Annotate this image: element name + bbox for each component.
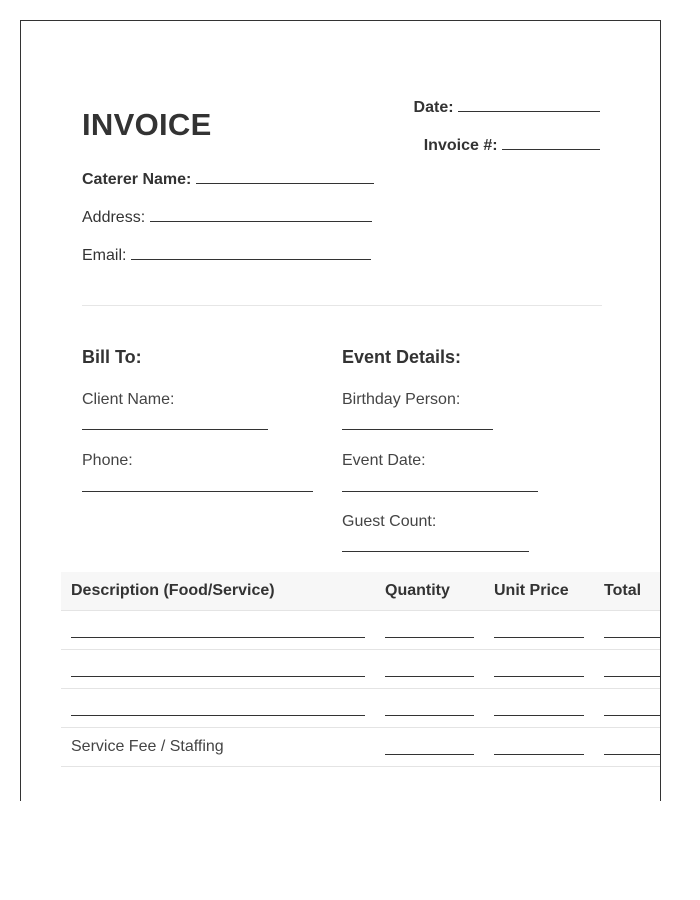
total-blank-line[interactable] <box>604 662 661 677</box>
header-total: Total <box>594 572 661 611</box>
phone-label: Phone: <box>82 452 133 469</box>
invoice-title: INVOICE <box>82 107 212 142</box>
table-row <box>61 728 661 767</box>
header-description: Description (Food/Service) <box>61 572 375 611</box>
header-quantity: Quantity <box>375 572 484 611</box>
sheet-right-border <box>660 572 661 801</box>
date-blank-line[interactable] <box>458 110 600 112</box>
unit-price-blank-line[interactable] <box>494 662 584 677</box>
row-description-cell[interactable] <box>61 650 375 689</box>
bill-to-heading: Bill To: <box>82 347 142 367</box>
table-row <box>61 650 661 689</box>
row-total-cell[interactable] <box>594 689 661 728</box>
section-divider <box>82 305 602 306</box>
table-header-row <box>61 572 661 611</box>
event-date-label: Event Date: <box>342 452 426 469</box>
total-blank-line[interactable] <box>604 701 661 716</box>
guest-count-label: Guest Count: <box>342 513 437 530</box>
unit-price-blank-line[interactable] <box>494 740 584 755</box>
invoice-number-blank-line[interactable] <box>502 148 600 150</box>
row-unit-price-cell[interactable] <box>484 650 594 689</box>
total-blank-line[interactable] <box>604 623 661 638</box>
caterer-name-label: Caterer Name: <box>82 171 192 188</box>
quantity-blank-line[interactable] <box>385 662 474 677</box>
unit-price-blank-line[interactable] <box>494 701 584 716</box>
row-quantity-cell[interactable] <box>375 611 484 650</box>
row-total-cell[interactable] <box>594 611 661 650</box>
row-total-cell[interactable] <box>594 650 661 689</box>
row-description-cell[interactable] <box>61 689 375 728</box>
event-details-heading: Event Details: <box>342 347 462 367</box>
description-blank-line[interactable] <box>71 623 365 638</box>
header-unit-price: Unit Price <box>484 572 594 611</box>
row-quantity-cell[interactable] <box>375 689 484 728</box>
birthday-person-blank-line[interactable] <box>342 415 493 430</box>
unit-price-blank-line[interactable] <box>494 623 584 638</box>
caterer-email-blank-line[interactable] <box>131 258 371 260</box>
table-row <box>61 689 661 728</box>
quantity-blank-line[interactable] <box>385 701 474 716</box>
service-fee-description: Service Fee / Staffing <box>61 728 375 767</box>
caterer-name-field <box>82 171 374 189</box>
quantity-blank-line[interactable] <box>385 623 474 638</box>
date-label: Date: <box>413 99 454 116</box>
caterer-address-label: Address: <box>82 209 146 226</box>
row-description-cell[interactable] <box>61 611 375 650</box>
table-row <box>61 611 661 650</box>
description-blank-line[interactable] <box>71 662 365 677</box>
caterer-name-blank-line[interactable] <box>196 182 374 184</box>
row-unit-price-cell[interactable] <box>484 728 594 767</box>
caterer-address-blank-line[interactable] <box>150 220 372 222</box>
date-field <box>414 99 600 117</box>
phone-blank-line[interactable] <box>82 477 313 492</box>
quantity-blank-line[interactable] <box>385 740 474 755</box>
birthday-person-label: Birthday Person: <box>342 391 461 408</box>
invoice-number-field <box>424 137 600 155</box>
row-quantity-cell[interactable] <box>375 650 484 689</box>
row-unit-price-cell[interactable] <box>484 689 594 728</box>
client-name-label: Client Name: <box>82 391 175 408</box>
event-date-blank-line[interactable] <box>342 477 538 492</box>
row-total-cell[interactable] <box>594 728 661 767</box>
invoice-number-label: Invoice #: <box>423 137 498 154</box>
guest-count-blank-line[interactable] <box>342 537 529 552</box>
row-quantity-cell[interactable] <box>375 728 484 767</box>
caterer-email-label: Email: <box>82 247 127 264</box>
description-blank-line[interactable] <box>71 701 365 716</box>
line-items-table <box>61 572 661 767</box>
total-blank-line[interactable] <box>604 740 661 755</box>
row-unit-price-cell[interactable] <box>484 611 594 650</box>
caterer-email-field <box>82 247 371 265</box>
client-name-blank-line[interactable] <box>82 415 268 430</box>
caterer-address-field <box>82 209 372 227</box>
